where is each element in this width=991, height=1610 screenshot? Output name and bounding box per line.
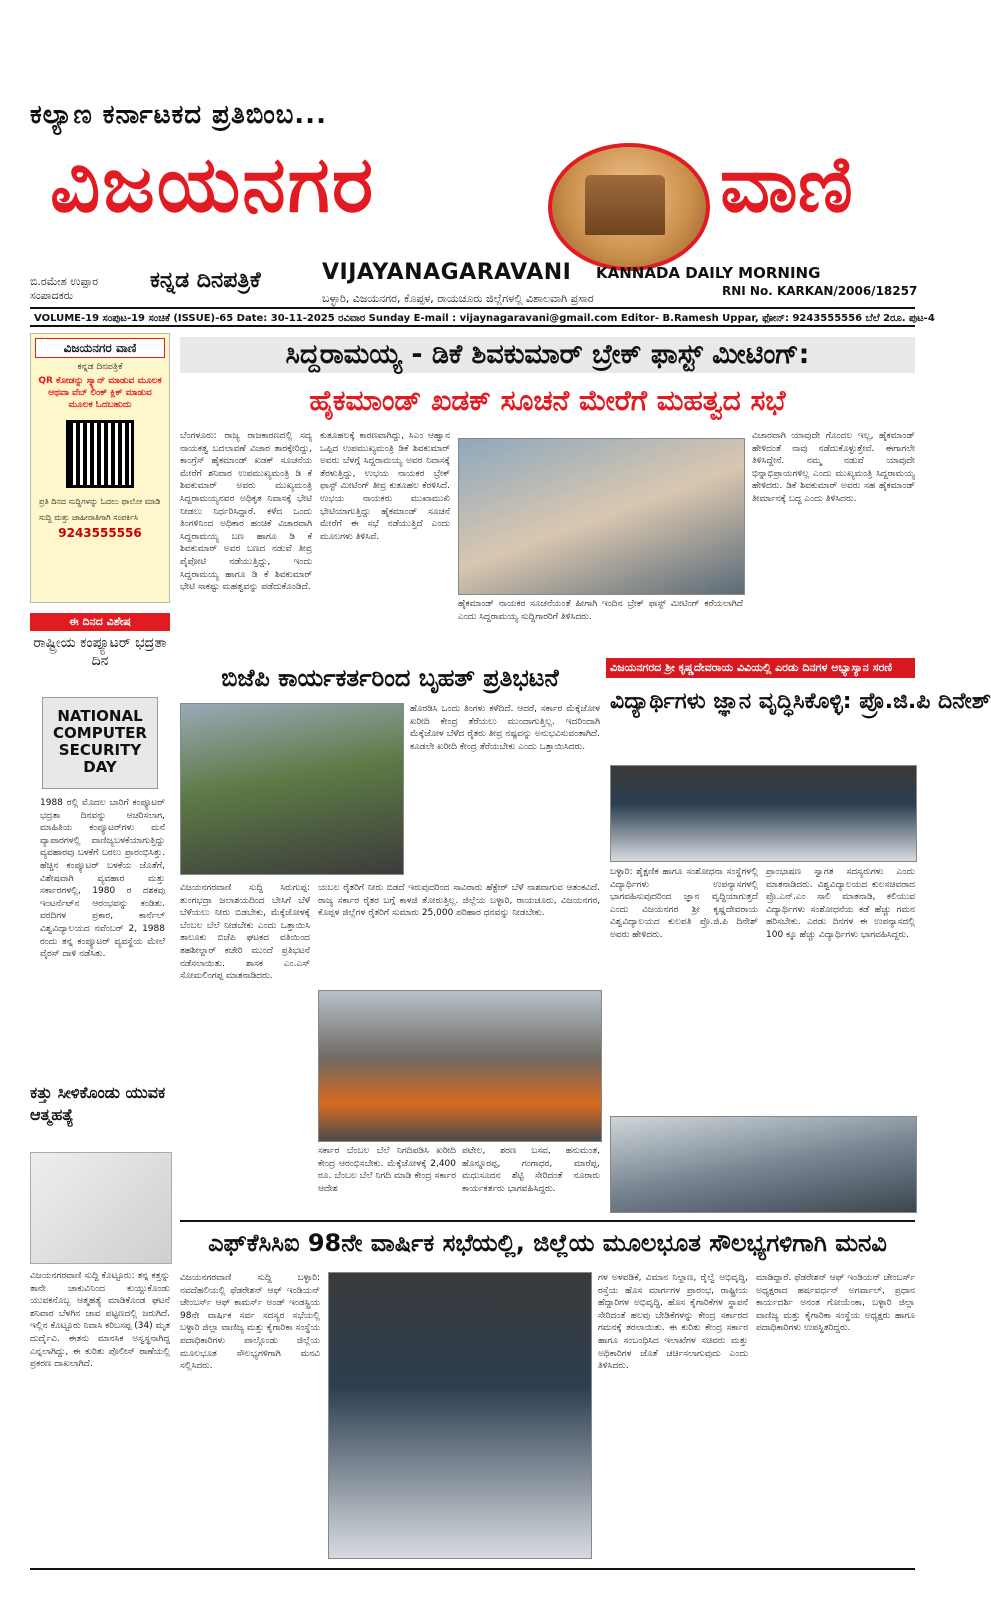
issue-info-bar: VOLUME-19 ಸಂಪುಟ-19 ಸಂಚಿಕೆ (ISSUE)-65 Date: 30-11-2025 ರವಿವಾರ Sunday E-mail : vijaynagaravani@gmail.com Editor- B.Ramesh Uppar, ಫೋನ್: 9243555556 ಬೆಲೆ 2ರೂ. ಪುಟ-4 — [30, 307, 915, 327]
follow-line: ಪ್ರತಿ ದಿನದ ಸುದ್ದಿಗಳನ್ನು ಓದಲು ಫಾಲೋ ಮಾಡಿ — [39, 497, 161, 506]
rni-number: RNI No. KARKAN/2006/18257 — [722, 284, 918, 298]
masthead-title-right: ವಾಣಿ — [720, 140, 853, 230]
edu-col1: ಬಳ್ಳಾರಿ: ಶೈಕ್ಷಣಿಕ ಹಾಗೂ ಸಂಶೋಧನಾ ಸಂಸ್ಥೆಗಳಲ್ಲಿ ವಿದ್ಯಾರ್ಥಿಗಳು ಉಪನ್ಯಾಸಗಳಲ್ಲಿ ಭಾಗವಹಿಸುವುದರಿಂದ ಜ್ಞಾನ ವೃದ್ಧಿಯಾಗುತ್ತದೆ ಎಂದು ವಿಜಯನಗರ ಶ್ರೀ ಕೃಷ್ಣದೇವರಾಯ ವಿಶ್ವವಿದ್ಯಾಲಯದ ಕುಲಪತಿ ಪ್ರೊ.ಜಿ.ಪಿ ದಿನೇಶ್ ಅವರು ಹೇಳಿದರು. — [610, 867, 758, 940]
fkcci-col1: ವಿಜಯನಗರವಾಣಿ ಸುದ್ದಿ ಬಳ್ಳಾರಿ: ನವದೆಹಲಿಯಲ್ಲಿ ಫೆಡರೇಶನ್ ಆಫ್ ಇಂಡಿಯನ್ ಚೇಂಬರ್ಸ್ ಆಫ್ ಕಾಮರ್ಸ್ ಅಂಡ್ ಇಂಡಸ್ಟ್ರಿಯ 98ನೇ ವಾರ್ಷಿಕ ಸರ್ವ ಸದಸ್ಯರ ಸಭೆಯಲ್ಲಿ ಬಳ್ಳಾರಿ ಜಿಲ್ಲಾ ವಾಣಿಜ್ಯ ಮತ್ತು ಕೈಗಾರಿಕಾ ಸಂಸ್ಥೆಯ ಪದಾಧಿಕಾರಿಗಳು ಪಾಲ್ಗೊಂಡು ಜಿಲ್ಲೆಯ ಮೂಲಭೂತ ಸೌಲಭ್ಯಗಳಿಗಾಗಿ ಮನವಿ ಸಲ್ಲಿಸಿದರು. — [180, 1273, 320, 1372]
fkcci-headline: ಎಫ್‌ಕೆಸಿಸಿಐ 98ನೇ ವಾರ್ಷಿಕ ಸಭೆಯಲ್ಲಿ, ಜಿಲ್ಲೆಯ ಮೂಲಭೂತ ಸೌಲಭ್ಯಗಳಿಗಾಗಿ ಮನವಿ — [180, 1220, 915, 1264]
edu-headline: ವಿದ್ಯಾರ್ಥಿಗಳು ಜ್ಞಾನ ವೃದ್ಧಿಸಿಕೊಳ್ಳಿ: ಪ್ರೊ.ಜಿ.ಪಿ ದಿನೇಶ್ — [610, 689, 991, 714]
ad-subtitle: ಕನ್ನಡ ದಿನಪತ್ರಿಕೆ — [77, 362, 123, 372]
fkcci-col2: ಗಳ ಅಳವಡಿಕೆ, ವಿಮಾನ ನಿಲ್ದಾಣ, ರೈಲ್ವೆ ಅಭಿವೃದ್ಧಿ, ರಸ್ತೆಯ ಹೊಸ ಮಾರ್ಗಗಳ ಪ್ರಾರಂಭ, ರಾಷ್ಟ್ರೀಯ ಹೆದ್ದಾರಿಗಳ ಅಭಿವೃದ್ಧಿ, ಹೊಸ ಕೈಗಾರಿಕೆಗಳ ಸ್ಥಾಪನೆ ಸೇರಿದಂತೆ ಹಲವು ಬೇಡಿಕೆಗಳನ್ನು ಕೇಂದ್ರ ಸರ್ಕಾರದ ಗಮನಕ್ಕೆ ತರಲಾಯಿತು. ಈ ಕುರಿತು ಕೇಂದ್ರ ಸರ್ಕಾರ ಹಾಗೂ ಸಂಬಂಧಿಸಿದ ಇಲಾಖೆಗಳ ಸಚಿವರು ಮತ್ತು ಅಧಿಕಾರಿಗಳ ಜೊತೆ ಚರ್ಚಿಸಲಾಗುವುದು ಎಂದು ತಿಳಿಸಿದರು. — [598, 1273, 748, 1372]
today-special-body: 1988 ರಲ್ಲಿ ಮೊದಲ ಬಾರಿಗೆ ಕಂಪ್ಯೂಟರ್ ಭದ್ರತಾ ದಿನವನ್ನು ಆಚರಿಸಲಾಗ, ಮಾಹಿತಿಯ ಕಂಪ್ಯೂಟರ್‌ಗಳು ಮನೆ ವ್ಯಾಪಾರಗಳಲ್ಲಿ ವಾಣಿಜ್ಯಬಳಕೆಯಾಗುತ್ತಿದ್ದು ವ್ಯವಹಾರವು ಬಳಕೆಗೆ ಬರಲು ಪ್ರಾರಂಭಿಸಿತ್ತು. ಹೆಚ್ಚಿನ ಕಂಪ್ಯೂಟರ್ ಬಳಕೆಯ ಜೊತೆಗೆ, ವಿಶೇಷವಾಗಿ ವ್ಯವಹಾರ ಮತ್ತು ಸರ್ಕಾರಗಳಲ್ಲಿ, 1980 ರ ದಶಕವು ಇಂಟರ್ನೆಟ್‌ನ ಆರಂಭವನ್ನು ಕಂಡಿತು. ವರದಿಗಳ ಪ್ರಕಾರ, ಕಾರ್ನೆಲ್ ವಿಶ್ವವಿದ್ಯಾಲಯದ ನವೆಂಬರ್ 2, 1988 ರಂದು ತನ್ನ ಕಂಪ್ಯೂಟರ್ ವ್ಯವಸ್ಥೆಯ ಮೇಲೆ ವೈರಸ್ ದಾಳಿ ನಡೆಸಿತು. — [40, 798, 165, 960]
bjp-col-d: ಪಟೇಲ, ಶರಣ ಬಸವ, ಹನುಮಂತ, ಹೊನ್ನೂರಪ್ಪ, ಗಂಗಾಧರ, ಮಾರೆಪ್ಪ, ಮಧುಸೂದನ ಶೆಟ್ಟಿ ಸೇರಿದಂತೆ ನೂರಾರು ಕಾರ್ಯಕರ್ತರು ಭಾಗವಹಿಸಿದ್ದರು. — [462, 1146, 600, 1194]
suicide-body: ವಿಜಯನಗರವಾಣಿ ಸುದ್ದಿ ಕೊಟ್ಟೂರು: ತನ್ನ ಕತ್ತನ್ನು ತಾನೇ ಚಾಕುವಿನಿಂದ ಕುಯ್ದುಕೊಂಡು ಯುವಕನೊಬ್ಬ ಆತ್ಮಹತ್ಯೆ ಮಾಡಿಕೊಂಡ ಘಟನೆ ಶನಿವಾರ ಬೆಳಗಿನ ಜಾವ ಪಟ್ಟಣದಲ್ಲಿ ಜರುಗಿದೆ. ಇಲ್ಲಿನ ಕೊಟ್ಟೂರು ನಿವಾಸಿ ಕರಿಬಸಪ್ಪ (34) ಮೃತ ದುರ್ದೈವಿ. ಈತನು ಮಾನಸಿಕ ಅಸ್ವಸ್ಥನಾಗಿದ್ದ ಎನ್ನಲಾಗಿದ್ದು, ಈ ಕುರಿತು ಪೊಲೀಸ್ ಠಾಣೆಯಲ್ಲಿ ಪ್ರಕರಣ ದಾಖಲಾಗಿದೆ. — [30, 1271, 170, 1370]
lead-caption: ಹೈಕಮಾಂಡ್ ನಾಯಕರ ಸೂಚನೆಯಂತೆ ಹೀಗಾಗಿ ಇಂದಿನ ಬ್ರೇಕ್ ಫಾಸ್ಟ್ ಮೀಟಿಂಗ್ ಕರೆಯಲಾಗಿದೆ ಎಂದು ಸಿದ್ದರಾಮಯ್ಯ ಸುದ್ದಿಗಾರರಿಗೆ ತಿಳಿಸಿದರು. — [458, 599, 743, 622]
lead-col1: ಬೆಂಗಳೂರು: ರಾಜ್ಯ ರಾಜಕಾರಣದಲ್ಲಿ ಸದ್ಯ ನಾಯಕತ್ವ ಬದಲಾವಣೆ ವಿಚಾರ ತಾರಕ್ಕೇರಿದ್ದು, ಕಾಂಗ್ರೆಸ್ ಹೈಕಮಾಂಡ್ ಖಡಕ್ ಸೂಚನೆಯ ಮೇರೆಗೆ ಶನಿವಾರ ಉಪಮುಖ್ಯಮಂತ್ರಿ ಡಿ ಕೆ ಶಿವಕುಮಾರ್ ಅವರು ಮುಖ್ಯಮಂತ್ರಿ ಸಿದ್ದರಾಮಯ್ಯನವರ ಅಧಿಕೃತ ನಿವಾಸಕ್ಕೆ ಭೇಟಿ ನೀಡಲು ನಿರ್ಧರಿಸಿದ್ದಾರೆ. ಕಳೆದ ಒಂದು ತಿಂಗಳಿನಿಂದ ಅಧಿಕಾರ ಹಂಚಿಕೆ ವಿಚಾರವಾಗಿ ಸಿದ್ದರಾಮಯ್ಯ ಬಣ ಹಾಗೂ ಡಿ ಕೆ ಶಿವಕುಮಾರ್ ಅವರ ಬಣದ ನಡುವೆ ತೀವ್ರ ಪೈಪೋಟಿ ನಡೆಯುತ್ತಿದ್ದು, ಇಂದು ಸಿದ್ದರಾಮಯ್ಯ ಹಾಗೂ ಡಿ ಕೆ ಶಿವಕುಮಾರ್ ಭೇಟಿ ಸಾಕಷ್ಟು ಮಹತ್ವವನ್ನು ಪಡೆದುಕೊಂಡಿದೆ. — [180, 431, 312, 593]
lecture-hall-photo — [610, 1116, 917, 1213]
effigy-burning-photo — [318, 990, 602, 1142]
edu-col2: ಪ್ರಾಂಭಾಷಣ ಸ್ವಾಗತ ಸದಸ್ಯರುಗಳು ಎಂದು ಮಾತನಾಡಿದರು. ವಿಶ್ವವಿದ್ಯಾಲಯದ ಕುಲಸಚಿವರಾದ ಪ್ರೊ.ಎನ್.ಎಂ ಸಾಲಿ ಮಾತನಾಡಿ, ಕಲಿಯುವ ವಿದ್ಯಾರ್ಥಿಗಳು ಸಂಶೋಧನೆಯ ಕಡೆ ಹೆಚ್ಚು ಗಮನ ಹರಿಸಬೇಕು. ಎರಡು ದಿನಗಳ ಈ ಉಪನ್ಯಾಸದಲ್ಲಿ 100 ಕ್ಕೂ ಹೆಚ್ಚು ವಿದ್ಯಾರ್ಥಿಗಳು ಭಾಗವಹಿಸಿದ್ದರು. — [766, 867, 915, 940]
fkcci-award-photo — [328, 1272, 592, 1559]
protest-photo — [180, 703, 404, 875]
edu-kicker: ವಿಜಯನಗರದ ಶ್ರೀ ಕೃಷ್ಣದೇವರಾಯ ವಿವಿಯಲ್ಲಿ ಎರಡು ದಿನಗಳ ಅಭ್ಯಾಸ್ಯಾನ ಸರಣಿ — [606, 658, 915, 678]
bjp-headline: ಬಿಜೆಪಿ ಕಾರ್ಯಕರ್ತರಿಂದ ಬೃಹತ್ ಪ್ರತಿಭಟನೆ — [221, 664, 559, 692]
today-special-tag: ಈ ದಿನದ ವಿಶೇಷ — [30, 613, 170, 631]
breakfast-meeting-photo — [458, 438, 745, 595]
masthead-title-en: VIJAYANAGARAVANI — [322, 260, 572, 285]
daily-en-label: KANNADA DAILY MORNING — [596, 264, 821, 282]
security-day-image: NATIONAL COMPUTER SECURITY DAY — [42, 697, 158, 789]
today-special-title: ರಾಷ್ಟ್ರೀಯ ಕಂಪ್ಯೂಟರ್ ಭದ್ರತಾ ದಿನ — [33, 635, 167, 669]
fkcci-col3: ಮಾಡಿದ್ದಾರೆ. ಫೆಡರೇಶನ್ ಆಫ್ ಇಂಡಿಯನ್ ಚೇಂಬರ್ಸ್ ಅಧ್ಯಕ್ಷರಾದ ಹರ್ಷವರ್ಧನ್ ಅಗರ್ವಾಲ್, ಪ್ರಧಾನ ಕಾರ್ಯದರ್ಶಿ ಅನಂತ ಗೋಯೆಂಕಾ, ಬಳ್ಳಾರಿ ಜಿಲ್ಲಾ ವಾಣಿಜ್ಯ ಮತ್ತು ಕೈಗಾರಿಕಾ ಸಂಸ್ಥೆಯ ಅಧ್ಯಕ್ಷರು ಹಾಗೂ ಪದಾಧಿಕಾರಿಗಳು ಉಪಸ್ಥಿತರಿದ್ದರು. — [756, 1273, 915, 1334]
knife-image — [30, 1152, 172, 1264]
qr-instruction: QR ಕೋಡನ್ನು ಸ್ಕ್ಯಾನ್ ಮಾಡುವ ಮೂಲಕ ಅಥವಾ ವೆಬ್ ಲಿಂಕ್ ಕ್ಲಿಕ್ ಮಾಡುವ ಮೂಲಕ ಓದಬಹುದು — [38, 376, 162, 410]
qr-code-icon[interactable] — [66, 420, 134, 488]
contact-phone: 9243555556 — [58, 526, 142, 540]
qr-ad-box — [30, 333, 170, 603]
bottom-rule — [30, 1568, 915, 1570]
ad-title: ವಿಜಯನಗರ ವಾಣಿ — [35, 338, 165, 358]
lead-headline: ಸಿದ್ದರಾಮಯ್ಯ - ಡಿಕೆ ಶಿವಕುಮಾರ್ ಬ್ರೇಕ್ ಫಾಸ್ಟ್ ಮೀಟಿಂಗ್: — [180, 337, 915, 373]
stone-chariot-icon — [585, 175, 665, 235]
contact-line: ಸುದ್ದಿ ಮತ್ತು ಜಾಹೀರಾತಿಗಾಗಿ ಸಂಪರ್ಕಿಸಿ — [39, 513, 139, 522]
bjp-col-right: ಹೊರಡಿಸಿ ಒಂದು ತಿಂಗಳು ಕಳೆದಿದೆ. ಆದರೆ, ಸರ್ಕಾರ ಮೆಕ್ಕೆಜೋಳ ಖರೀದಿ ಕೇಂದ್ರ ತೆರೆಯಲು ಮುಂದಾಗುತ್ತಿಲ್ಲ. ಇದರಿಂದಾಗಿ ಮೆಕ್ಕೆಜೋಳ ಬೆಳೆದ ರೈತರು ತೀವ್ರ ನಷ್ಟವನ್ನು ಅನುಭವಿಸುವಂತಾಗಿದೆ. ಕೂಡಲೇ ಖರೀದಿ ಕೇಂದ್ರ ತೆರೆಯಬೇಕು ಎಂದು ಒತ್ತಾಯಿಸಿದರು. — [410, 704, 600, 752]
circulation-line: ಬಳ್ಳಾರಿ, ವಿಜಯನಗರ, ಕೊಪ್ಪಳ, ರಾಯಚೂರು ಜಿಲ್ಲೆಗಳಲ್ಲಿ ವಿಶಾಲವಾಗಿ ಪ್ರಸಾರ — [322, 292, 594, 305]
lead-subheadline: ಹೈಕಮಾಂಡ್ ಖಡಕ್ ಸೂಚನೆ ಮೇರೆಗೆ ಮಹತ್ವದ ಸಭೆ — [309, 384, 786, 417]
bjp-col-c: ಸರ್ಕಾರ ಬೆಂಬಲ ಬೆಲೆ ನಿಗದಿಪಡಿಸಿ ಖರೀದಿ ಕೇಂದ್ರ ಆರಂಭಿಸಬೇಕು. ಮೆಕ್ಕೆಜೋಳಕ್ಕೆ 2,400 ರೂ. ಬೆಂಬಲ ಬೆಲೆ ನಿಗದಿ ಮಾಡಿ ಕೇಂದ್ರ ಸರ್ಕಾರ ಆದೇಶ — [318, 1146, 456, 1194]
daily-kannada-label: ಕನ್ನಡ ದಿನಪತ್ರಿಕೆ — [150, 268, 261, 293]
bjp-col-b: ಯಬಲ ರೈತರಿಗೆ ನೀರು ಬಿಡದೆ ಇರುವುದರಿಂದ ಸಾವಿರಾರು ಹೆಕ್ಟೇರ್ ಬೆಳೆ ನಾಶವಾಗುವ ಆತಂಕವಿದೆ. ರಾಜ್ಯ ಸರ್ಕಾರ ರೈತರ ಬಗ್ಗೆ ಕಾಳಜಿ ತೋರುತ್ತಿಲ್ಲ. ಜಿಲ್ಲೆಯ ಬಳ್ಳಾರಿ, ರಾಯಚೂರು, ವಿಜಯನಗರ, ಕೊಪ್ಪಳ ಜಿಲ್ಲೆಗಳ ರೈತರಿಗೆ ಸುಮಾರು 25,000 ಪರಿಹಾರ ಧನವನ್ನು ನೀಡಬೇಕು. — [318, 883, 600, 919]
lead-col2: ಕುತೂಹಲಕ್ಕೆ ಕಾರಣವಾಗಿದ್ದು, ಸಿಎಂ ಆಹ್ವಾನ ಒಪ್ಪಿದ ಉಪಮುಖ್ಯಮಂತ್ರಿ ಡಿಕೆ ಶಿವಕುಮಾರ್ ಅವರು ಬೆಳಗ್ಗೆ ಸಿದ್ದರಾಮಯ್ಯ ಅವರ ನಿವಾಸಕ್ಕೆ ತೆರಳುತ್ತಿದ್ದು, ಉಭಯ ನಾಯಕರ ಬ್ರೇಕ್ ಫಾಸ್ಟ್ ಮೀಟಿಂಗ್ ತೀವ್ರ ಕುತೂಹಲ ಕೆರಳಿಸಿದೆ. ಉಭಯ ನಾಯಕರು ಮುಖಾಮುಖಿ ಭೇಟಿಯಾಗುತ್ತಿದ್ದು ಹೈಕಮಾಂಡ್ ಸೂಚನೆ ಮೇರೆಗೆ ಈ ಸಭೆ ನಡೆಯುತ್ತಿದೆ ಎಂದು ಮೂಲಗಳು ತಿಳಿಸಿವೆ. — [320, 431, 450, 542]
tagline: ಕಲ್ಯಾಣ ಕರ್ನಾಟಕದ ಪ್ರತಿಬಿಂಬ... — [30, 100, 327, 130]
masthead-title-left: ವಿಜಯನಗರ — [50, 140, 376, 230]
suicide-headline: ಕತ್ತು ಸೀಳಿಕೊಂಡು ಯುವಕ ಆತ್ಮಹತ್ಯೆ — [30, 1083, 166, 1124]
bjp-col-a: ವಿಜಯನಗರವಾಣಿ ಸುದ್ದಿ ಸಿರುಗುಪ್ಪ: ತುಂಗಭದ್ರಾ ಜಲಾಶಯದಿಂದ ಬೇಸಿಗೆ ಬೆಳೆ ಬೆಳೆಯಲು ನೀರು ಬಿಡಬೇಕು, ಮೆಕ್ಕೆಜೋಳಕ್ಕೆ ಬೆಂಬಲ ಬೆಲೆ ನೀಡಬೇಕು ಎಂದು ಒತ್ತಾಯಿಸಿ ತಾಲೂಕು ಬಿಜೆಪಿ ಘಟಕದ ವತಿಯಿಂದ ತಹಶೀಲ್ದಾರ್ ಕಚೇರಿ ಮುಂದೆ ಪ್ರತಿಭಟನೆ ನಡೆಸಲಾಯಿತು. ಶಾಸಕ ಎಂ.ಎಸ್ ಸೋಮಲಿಂಗಪ್ಪ ಮಾತನಾಡಿದರು. — [180, 883, 310, 982]
lead-col4: ವಿಚಾರವಾಗಿ ಯಾವುದೇ ಗೊಂದಲ ಇಲ್ಲ, ಹೈಕಮಾಂಡ್ ಹೇಳಿದಂತೆ ನಾವು ನಡೆದುಕೊಳ್ಳುತ್ತೇವೆ. ಈಗಾಗಲೇ ತಿಳಿಸಿದ್ದೇನೆ. ನಮ್ಮ ನಡುವೆ ಯಾವುದೇ ಭಿನ್ನಾಭಿಪ್ರಾಯಗಳಿಲ್ಲ ಎಂದು ಮುಖ್ಯಮಂತ್ರಿ ಸಿದ್ದರಾಮಯ್ಯ ಹೇಳಿದರು. ಡಿಕೆ ಶಿವಕುಮಾರ್ ಅವರು ಸಹ ಹೈಕಮಾಂಡ್ ತೀರ್ಮಾನಕ್ಕೆ ಬದ್ಧ ಎಂದು ತಿಳಿಸಿದರು. — [752, 431, 915, 504]
editor-credit: ಬಿ.ರಮೇಶ ಉಪ್ಪಾರ ಸಂಪಾದಕರು — [30, 275, 99, 302]
university-event-photo — [610, 765, 917, 862]
